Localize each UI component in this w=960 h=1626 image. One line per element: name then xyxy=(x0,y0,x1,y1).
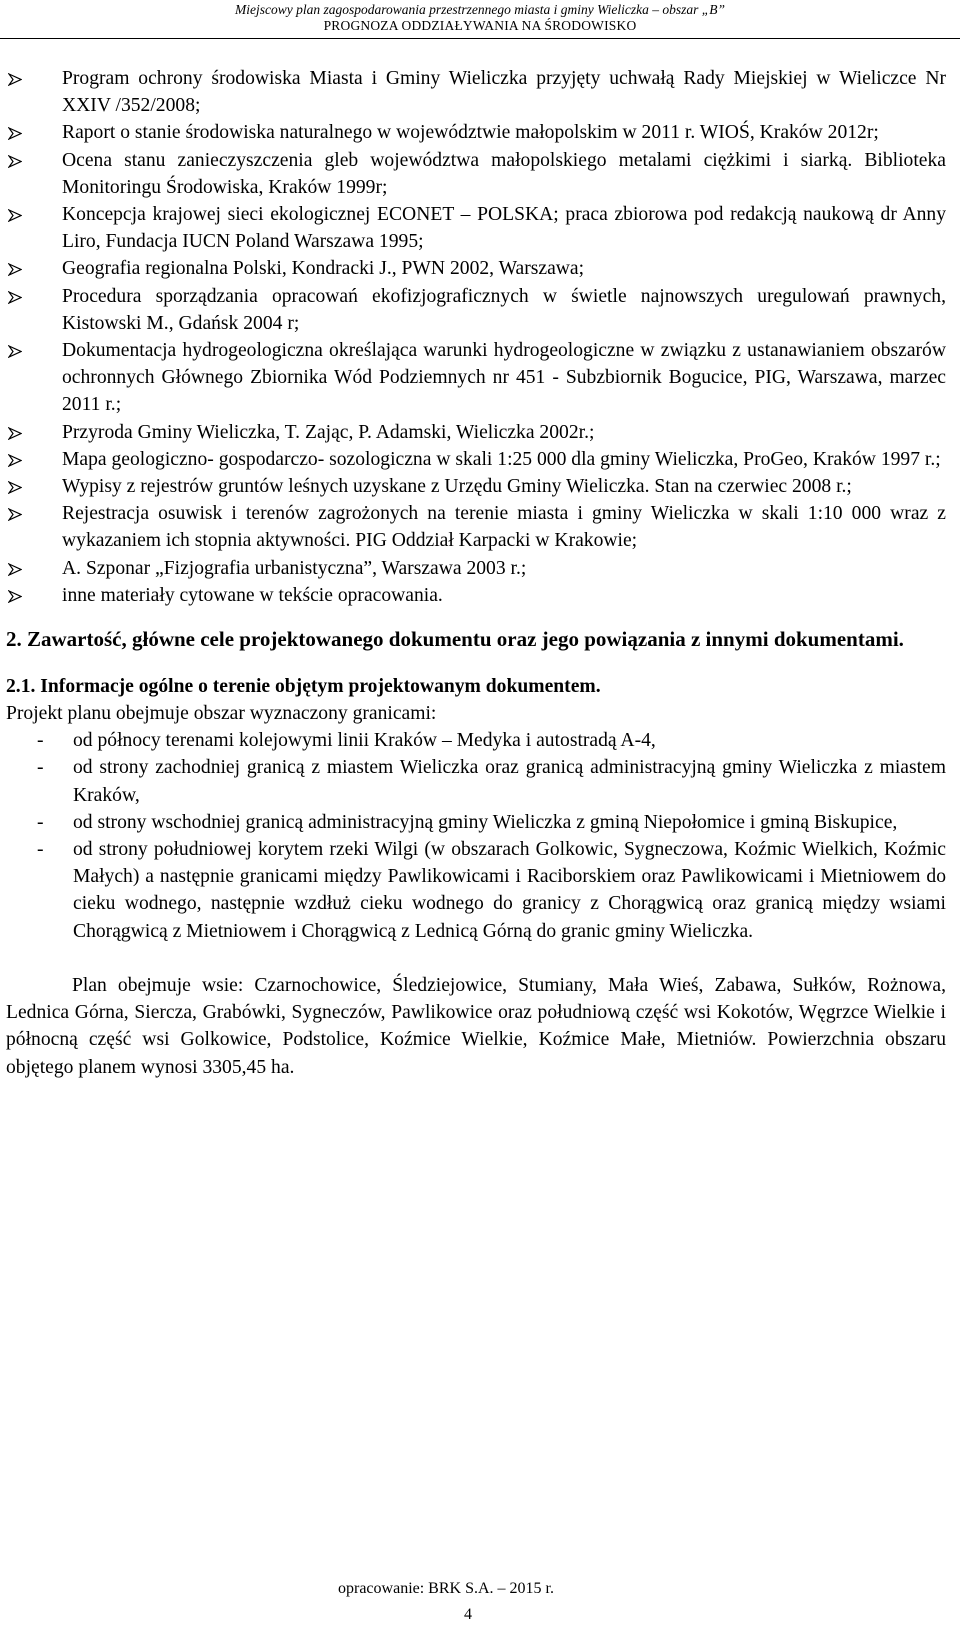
source-item xyxy=(6,419,946,446)
source-item xyxy=(6,119,946,146)
section-heading: 2. Zawartość, główne cele projektowanego dokumentu oraz jego powiązania z innymi dokumentami. xyxy=(6,627,904,652)
boundary-item xyxy=(6,809,946,836)
boundaries-intro: Projekt planu obejmuje obszar wyznaczony granicami: xyxy=(6,703,437,725)
boundary-item xyxy=(6,836,946,945)
source-item xyxy=(6,555,946,582)
arrow-bullet-icon xyxy=(8,508,22,521)
source-item xyxy=(6,582,946,609)
source-item xyxy=(6,446,946,473)
arrow-bullet-icon xyxy=(8,590,22,603)
arrow-bullet-icon xyxy=(8,291,22,304)
header-divider xyxy=(0,38,960,39)
source-text: Raport o stanie środowiska naturalnego w województwie małopolskim w 2011 r. WIOŚ, Kraków 2012r; xyxy=(62,122,879,144)
document-body xyxy=(6,65,946,1081)
subsection-heading: 2.1. Informacje ogólne o terenie objętym projektowanym dokumentem. xyxy=(6,676,601,698)
source-text: Mapa geologiczno- gospodarczo- sozologiczna w skali 1:25 000 dla gminy Wieliczka, ProGeo, Kraków 1997 r.; xyxy=(62,448,941,470)
boundary-item xyxy=(6,754,946,808)
arrow-bullet-icon xyxy=(8,481,22,494)
source-text: Koncepcja krajowej sieci ekologicznej ECONET – POLSKA; praca zbiorowa pod redakcją naukową dr Anny Liro, Fundacja IUCN Poland Warszawa 1995; xyxy=(62,204,946,253)
boundary-item xyxy=(6,727,946,754)
boundary-text: od strony wschodniej granicą administracyjną gminy Wieliczka z gminą Niepołomice i gminą Biskupice, xyxy=(73,811,898,833)
arrow-bullet-icon xyxy=(8,127,22,140)
source-text: Program ochrony środowiska Miasta i Gminy Wieliczka przyjęty uchwałą Rady Miejskiej w Wieliczce Nr XXIV /352/2008; xyxy=(62,68,946,117)
arrow-bullet-icon xyxy=(8,73,22,86)
source-text: Procedura sporządzania opracowań ekofizjograficznych w świetle najnowszych uregulowań prawnych, Kistowski M., Gdańsk 2004 r; xyxy=(62,285,946,334)
source-text: Dokumentacja hydrogeologiczna określająca warunki hydrogeologiczne w związku z ustanawianiem obszarów ochronnych Głównego Zbiornika Wód Podziemnych nr 451 - Subzbiornik Bogucice, PIG, Warszawa, marzec 2011 r.; xyxy=(62,340,946,416)
source-item xyxy=(6,147,946,201)
dash-marker: - xyxy=(37,839,44,861)
arrow-bullet-icon xyxy=(8,563,22,576)
boundary-text: od strony zachodniej granicą z miastem Wieliczka oraz granicą administracyjną gminy Wieliczka z miastem Kraków, xyxy=(73,757,946,806)
arrow-bullet-icon xyxy=(8,454,22,467)
source-item xyxy=(6,65,946,119)
header-plan-title: Miejscowy plan zagospodarowania przestrzennego miasta i gminy Wieliczka – obszar „B” xyxy=(235,2,725,17)
source-item xyxy=(6,500,946,554)
source-item xyxy=(6,255,946,282)
source-text: inne materiały cytowane w tekście opracowania. xyxy=(62,584,443,606)
arrow-bullet-icon xyxy=(8,345,22,358)
footer-credit: opracowanie: BRK S.A. – 2015 r. xyxy=(338,1580,554,1597)
dash-marker: - xyxy=(37,811,44,833)
page-header xyxy=(0,2,960,34)
source-text: Rejestracja osuwisk i terenów zagrożonych na terenie miasta i gminy Wieliczka w skali 1:10 000 wraz z wykazaniem ich stopnia aktywności. PIG Oddział Karpacki w Krakowie; xyxy=(62,503,946,552)
source-item xyxy=(6,283,946,337)
boundary-text: od strony południowej korytem rzeki Wilgi (w obszarach Golkowic, Sygneczowa, Koźmic Wielkich, Koźmic Małych) a następnie granicami między Pawlikowicami i Raciborskiem oraz Pawlikowicami i Mietniowem do cieku wodnego, następnie wzdłuż cieku wodnego do granicy z Chorągwicą oraz granicą między wsiami Chorągwicą z Mietniowem i Chorągwicą z Lednicą Górną do granic gminy Wieliczka. xyxy=(73,839,946,942)
header-document-type: PROGNOZA ODDZIAŁYWANIA NA ŚRODOWISKO xyxy=(323,18,637,33)
boundary-text: od północy terenami kolejowymi linii Kraków – Medyka i autostradą A-4, xyxy=(73,730,656,752)
arrow-bullet-icon xyxy=(8,263,22,276)
source-list xyxy=(6,65,946,609)
arrow-bullet-icon xyxy=(8,209,22,222)
source-text: A. Szponar „Fizjografia urbanistyczna”, Warszawa 2003 r.; xyxy=(62,557,527,579)
source-text: Ocena stanu zanieczyszczenia gleb województwa małopolskiego metalami ciężkimi i siarką. Biblioteka Monitoringu Środowiska, Kraków 1999r; xyxy=(62,149,946,198)
boundary-list xyxy=(6,727,946,945)
source-text: Wypisy z rejestrów gruntów leśnych uzyskane z Urzędu Gminy Wieliczka. Stan na czerwiec 2008 r.; xyxy=(62,476,852,498)
arrow-bullet-icon xyxy=(8,427,22,440)
page-number: 4 xyxy=(464,1606,472,1623)
source-text: Geografia regionalna Polski, Kondracki J., PWN 2002, Warszawa; xyxy=(62,258,585,280)
source-text: Przyroda Gminy Wieliczka, T. Zając, P. Adamski, Wieliczka 2002r.; xyxy=(62,421,595,443)
source-item xyxy=(6,201,946,255)
source-item xyxy=(6,337,946,419)
villages-paragraph: Plan obejmuje wsie: Czarnochowice, Śledziejowice, Stumiany, Mała Wieś, Zabawa, Sułków, Rożnowa, Lednica Górna, Siercza, Grabówki, Sygneczów, Pawlikowice oraz południową część wsi Kokotów, Węgrzce Wielkie i północną część wsi Golkowice, Podstolice, Koźmice Wielkie, Koźmice Małe, Mietniów. Powierzchnia obszaru objętego planem wynosi 3305,45 ha. xyxy=(6,974,946,1078)
dash-marker: - xyxy=(37,757,44,779)
dash-marker: - xyxy=(37,730,44,752)
source-item xyxy=(6,473,946,500)
arrow-bullet-icon xyxy=(8,155,22,168)
